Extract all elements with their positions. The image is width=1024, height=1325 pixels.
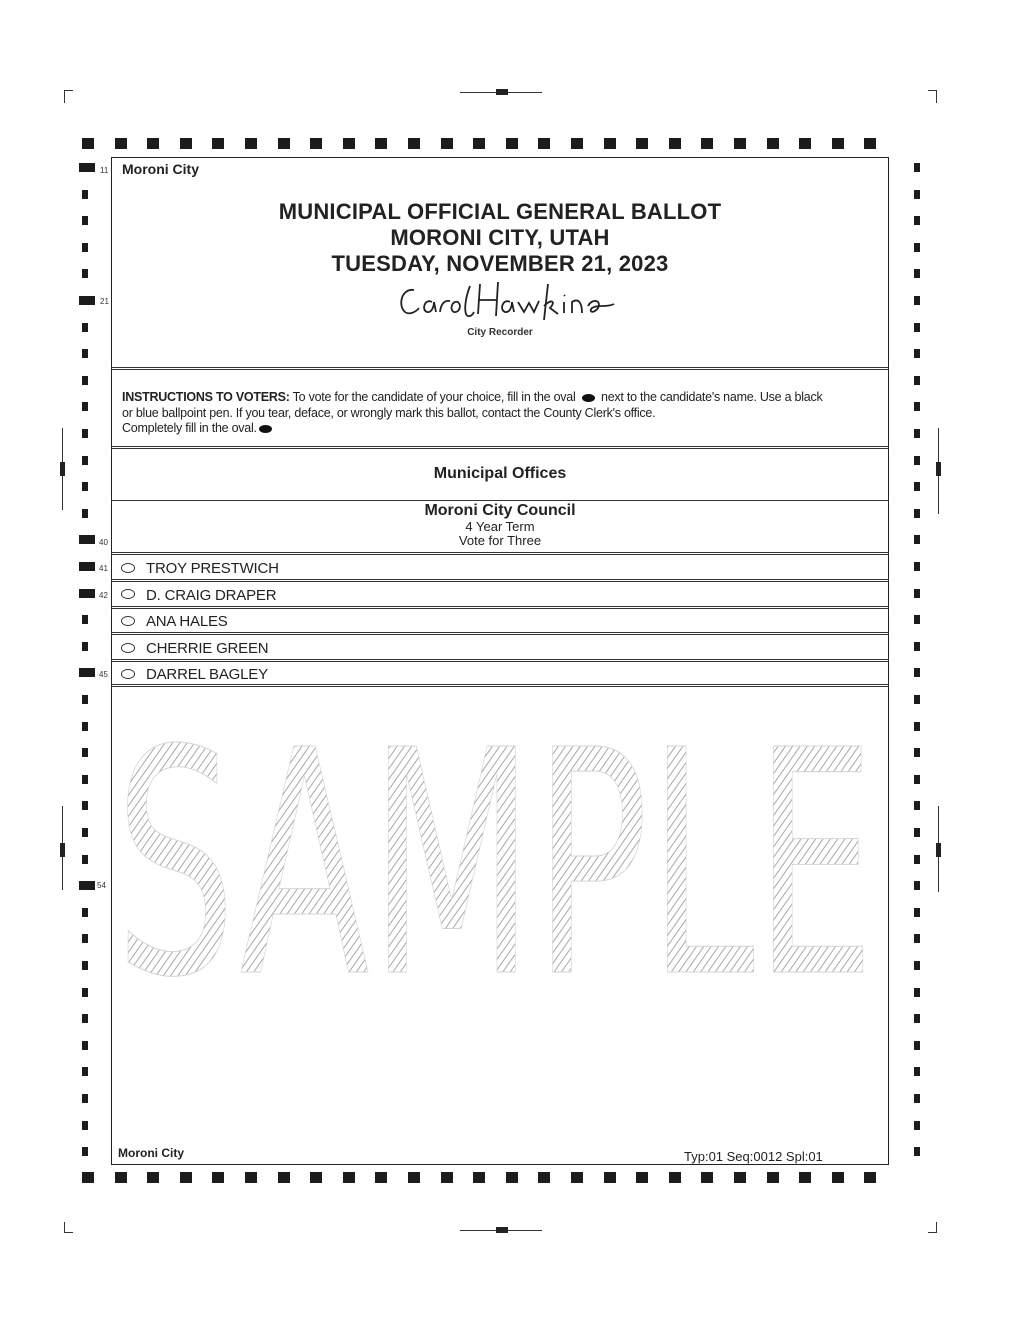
timing-mark [914,509,920,518]
timing-mark [82,988,88,997]
timing-mark [82,775,88,784]
timing-mark [832,1172,844,1183]
timing-mark [82,908,88,917]
timing-mark [914,429,920,438]
timing-mark [914,269,920,278]
timing-mark [82,376,88,385]
candidate-name: CHERRIE GREEN [146,640,269,657]
contest-name: Moroni City Council [424,502,576,519]
timing-mark [734,138,746,149]
timing-mark [669,138,681,149]
row-divider [111,684,889,687]
section-divider [111,500,889,501]
timing-mark [82,429,88,438]
instructions-block [122,390,882,437]
instructions-line1 [122,390,882,406]
timing-mark [79,163,95,172]
timing-mark [343,1172,355,1183]
timing-mark [864,1172,876,1183]
timing-mark [914,988,920,997]
section-divider [111,367,889,370]
timing-mark [278,1172,290,1183]
timing-mark [914,642,920,651]
timing-mark [701,1172,713,1183]
timing-mark [914,908,920,917]
filled-oval-icon [259,425,272,433]
timing-mark [82,748,88,757]
timing-mark [82,1014,88,1023]
timing-mark [441,138,453,149]
timing-mark [914,722,920,731]
timing-mark [245,1172,257,1183]
candidate-oval[interactable] [121,616,135,626]
crop-mark-bottom-left [64,1222,73,1233]
timing-mark [767,1172,779,1183]
sample-watermark [100,720,890,1000]
timing-mark [734,1172,746,1183]
recorder-signature [392,278,622,324]
timing-mark [441,1172,453,1183]
timing-mark [375,138,387,149]
timing-mark [82,1172,94,1183]
timing-mark [914,243,920,252]
timing-mark [82,695,88,704]
timing-mark [180,138,192,149]
timing-mark [914,801,920,810]
instructions-line3 [122,421,882,437]
instructions-text2: next to the candidate's name. Use a black [601,390,823,404]
instructions-line3-text: Completely fill in the oval. [122,421,257,435]
timing-mark [82,216,88,225]
timing-mark [180,1172,192,1183]
contest-term: 4 Year Term [465,519,535,534]
timing-mark [914,1147,920,1156]
crop-mark-top-right [928,90,937,103]
timing-mark [914,748,920,757]
jurisdiction-label: Moroni City [122,161,199,177]
instructions-text1: To vote for the candidate of your choice, fill in the oval [292,390,576,404]
timing-mark [82,642,88,651]
timing-mark [538,1172,550,1183]
ballot-title-line1: MUNICIPAL OFFICIAL GENERAL BALLOT [278,199,722,224]
timing-mark [310,138,322,149]
timing-mark [914,323,920,332]
timing-mark [914,615,920,624]
ballot-title-line2: MORONI CITY, UTAH [390,225,610,250]
timing-mark [914,668,920,677]
timing-mark [914,1041,920,1050]
crop-mark-top-left [64,90,73,103]
timing-mark [82,1067,88,1076]
watermark-text: SAMPLE [115,720,875,1000]
timing-mark [147,1172,159,1183]
candidate-name: ANA HALES [146,613,228,630]
row-divider [111,579,889,582]
timing-mark [636,1172,648,1183]
timing-mark [82,801,88,810]
timing-mark [79,562,95,571]
timing-mark [914,1067,920,1076]
footer-code: Typ:01 Seq:0012 Spl:01 [684,1149,823,1164]
timing-mark [571,1172,583,1183]
row-number: 11 [100,166,109,175]
timing-mark [914,881,920,890]
timing-mark [914,1094,920,1103]
timing-mark [914,376,920,385]
timing-mark [82,269,88,278]
timing-mark [79,881,95,890]
timing-mark [82,1041,88,1050]
timing-mark [82,828,88,837]
timing-mark [914,535,920,544]
timing-mark [82,855,88,864]
timing-mark [914,482,920,491]
timing-mark [82,349,88,358]
registration-mark-top-block [496,89,508,95]
timing-mark [538,138,550,149]
row-number: 54 [97,881,106,890]
timing-mark [506,138,518,149]
candidate-oval[interactable] [121,589,135,599]
timing-mark [82,615,88,624]
candidate-oval[interactable] [121,669,135,679]
timing-mark [79,589,95,598]
crop-mark-bottom-right [928,1222,937,1233]
timing-mark [571,138,583,149]
timing-mark [799,138,811,149]
row-divider [111,632,889,635]
registration-mark-left-upper-block [60,462,65,476]
candidate-oval[interactable] [121,563,135,573]
registration-mark-bottom-block [496,1227,508,1233]
timing-mark [82,190,88,199]
contest-vote-for: Vote for Three [458,533,542,548]
timing-mark [82,722,88,731]
timing-mark [914,190,920,199]
timing-mark [604,1172,616,1183]
timing-mark [310,1172,322,1183]
timing-mark [147,138,159,149]
timing-mark [343,138,355,149]
row-number: 40 [99,538,108,547]
timing-mark [82,1147,88,1156]
row-number: 42 [99,591,108,600]
timing-mark [506,1172,518,1183]
timing-mark [701,138,713,149]
registration-mark-right-upper-block [936,462,941,476]
section-heading: Municipal Offices [433,465,567,482]
timing-mark [408,1172,420,1183]
timing-mark [914,1014,920,1023]
row-divider [111,606,889,609]
row-number: 41 [99,564,108,573]
timing-mark [115,1172,127,1183]
timing-mark [82,482,88,491]
timing-mark [408,138,420,149]
timing-mark [82,402,88,411]
row-number: 45 [99,670,108,679]
filled-oval-icon [582,394,595,402]
timing-mark [914,216,920,225]
ballot-title-line3: TUESDAY, NOVEMBER 21, 2023 [331,251,669,276]
candidate-name: D. CRAIG DRAPER [146,587,277,604]
timing-mark [278,138,290,149]
candidate-name: TROY PRESTWICH [146,560,279,577]
timing-mark [914,402,920,411]
timing-mark [79,535,95,544]
timing-mark [82,243,88,252]
timing-mark [914,695,920,704]
timing-mark [669,1172,681,1183]
timing-mark [473,138,485,149]
timing-mark [914,934,920,943]
timing-mark [375,1172,387,1183]
timing-mark [864,138,876,149]
timing-mark [914,961,920,970]
timing-mark [914,296,920,305]
timing-mark [115,138,127,149]
timing-mark [799,1172,811,1183]
timing-mark [604,138,616,149]
row-divider [111,659,889,662]
timing-mark [914,163,920,172]
timing-mark [914,828,920,837]
recorder-role: City Recorder [467,327,533,338]
timing-mark [473,1172,485,1183]
timing-mark [914,349,920,358]
timing-mark [79,668,95,677]
instructions-label: INSTRUCTIONS TO VOTERS: [122,390,290,404]
timing-mark [914,775,920,784]
timing-mark [82,1121,88,1130]
timing-mark [245,138,257,149]
section-divider [111,446,889,449]
timing-mark [82,961,88,970]
timing-mark [767,138,779,149]
row-number: 21 [100,297,109,306]
timing-mark [914,855,920,864]
timing-mark [82,1094,88,1103]
candidate-name: DARREL BAGLEY [146,666,268,683]
instructions-line2: or blue ballpoint pen. If you tear, deface, or wrongly mark this ballot, contact the County Clerk's office. [122,405,656,420]
timing-mark [82,323,88,332]
candidate-oval[interactable] [121,643,135,653]
registration-mark-left-lower-block [60,843,65,857]
timing-mark [914,589,920,598]
timing-mark [832,138,844,149]
timing-mark [636,138,648,149]
footer-jurisdiction: Moroni City [118,1146,184,1160]
timing-mark [914,562,920,571]
timing-mark [212,1172,224,1183]
timing-mark [82,934,88,943]
section-divider [111,552,889,555]
timing-mark [79,296,95,305]
timing-mark [914,456,920,465]
registration-mark-right-lower-block [936,843,941,857]
timing-mark [82,456,88,465]
timing-mark [82,138,94,149]
timing-mark [914,1121,920,1130]
timing-mark [82,509,88,518]
timing-mark [212,138,224,149]
